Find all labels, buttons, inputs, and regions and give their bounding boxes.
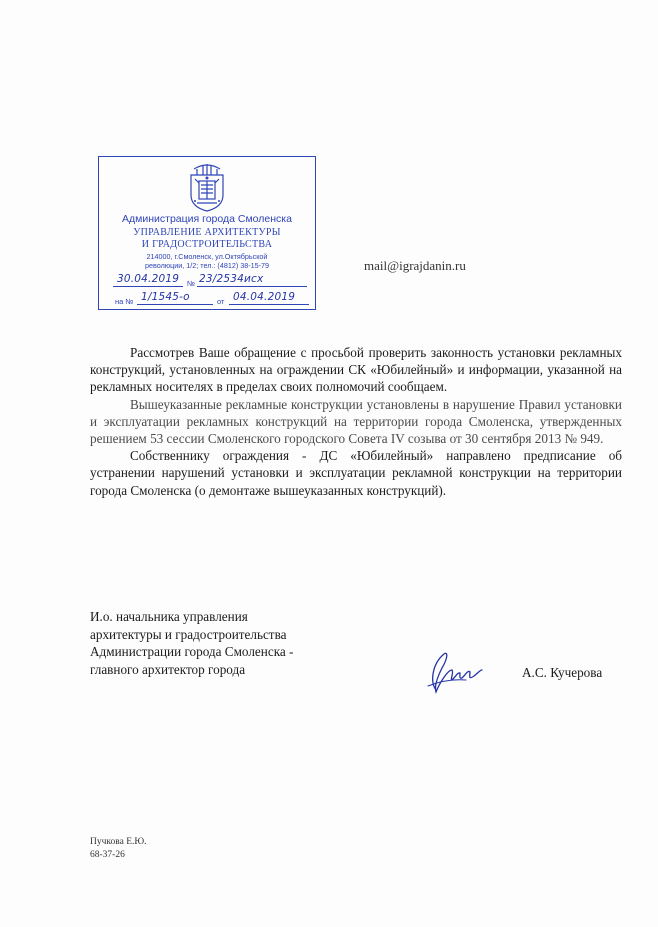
city-coat-of-arms-icon	[183, 161, 231, 213]
signatory-title-line3: Администрации города Смоленска -	[90, 644, 294, 660]
stamp-organization: Администрация города Смоленска	[122, 213, 292, 225]
reference-label: на №	[115, 297, 134, 306]
stamp-outgoing-row	[99, 273, 315, 291]
number-label: №	[187, 279, 196, 288]
executor-name: Пучкова Е.Ю.	[90, 837, 147, 847]
signatory-title-line1: И.о. начальника управления	[90, 609, 248, 624]
reference-date: 04.04.2019	[233, 291, 296, 303]
body-paragraph-3: Собственнику ограждения - ДС «Юбилейный» направлено предписание об устранении нарушений установки и эксплуатации рекламной конструкции на территории города Смоленска (о демонтаже вышеуказанных конструкций).	[90, 448, 622, 498]
reference-number: 1/1545-о	[141, 291, 190, 303]
stamp-address-line1: 214000, г.Смоленск, ул.Октябрьской	[146, 252, 268, 261]
signer-name: А.С. Кучерова	[522, 665, 603, 680]
stamp-reference-row	[99, 291, 315, 309]
signatory-title-line2: архитектуры и градостроительства	[90, 626, 287, 642]
executor-info	[90, 836, 147, 861]
stamp-department-line1: УПРАВЛЕНИЕ АРХИТЕКТУРЫ	[133, 227, 281, 238]
handwritten-signature-icon	[422, 646, 484, 696]
official-stamp	[98, 156, 316, 310]
stamp-department-line2: И ГРАДОСТРОИТЕЛЬСТВА	[141, 239, 273, 250]
body-paragraph-2: Вышеуказанные рекламные конструкции установлены в нарушение Правил установки и эксплуатации рекламных конструкций на территории города Смоленска, утвержденных решением 53 сессии Смоленского городского Совета IV созыва от 30 сентября 2013 № 949.	[90, 396, 622, 447]
letter-body	[90, 344, 622, 499]
stamp-address-line2: революции, 1/2; тел.: (4812) 38-15-79	[145, 261, 269, 270]
executor-phone: 68-37-26	[90, 849, 125, 860]
outgoing-date: 30.04.2019	[117, 273, 180, 285]
signatory-title-line4: главного архитектор города	[90, 661, 246, 677]
recipient-email: mail@igrajdanin.ru	[364, 258, 466, 273]
outgoing-number: 23/2534исх	[199, 273, 264, 285]
body-paragraph-1: Рассмотрев Ваше обращение с просьбой проверить законность установки рекламных конструкций, установленных на ограждении СК «Юбилейный» и информации, указанной на рекламных носителях в пределах своих полномочий сообщаем.	[90, 345, 622, 395]
signatory-title	[90, 608, 390, 678]
reference-from-label: от	[217, 297, 225, 306]
